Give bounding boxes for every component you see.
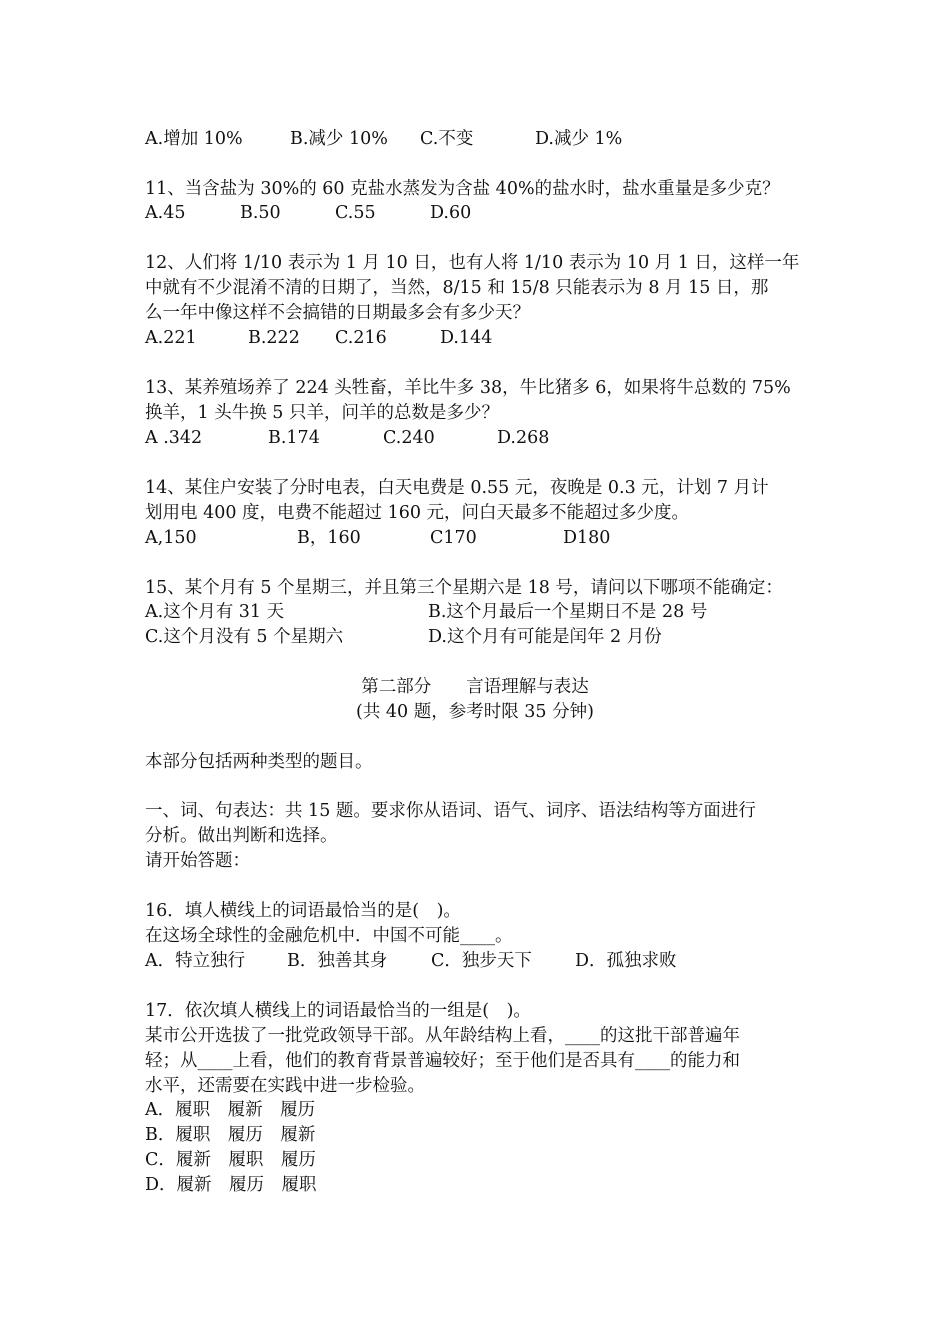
q11-option-a: A.45 (145, 203, 186, 223)
q17-option-d: D．履新 履历 履职 (145, 1175, 317, 1195)
part1-instruction-line: 一、词、句表达：共 15 题。要求你从语词、语气、词序、语法结构等方面进行 (145, 801, 756, 821)
q17-option-a: A．履职 履新 履历 (145, 1100, 316, 1120)
q10-option-a: A.增加 10% (145, 129, 243, 149)
q15-options-row2 (145, 626, 825, 648)
q13-option-d: D.268 (497, 428, 550, 448)
q15-options-row1 (145, 601, 825, 623)
q16-option-c: C．独步天下 (431, 951, 532, 971)
q12-stem-line: 中就有不少混淆不清的日期了，当然，8/15 和 15/8 只能表示为 8 月 15 日，那 (145, 278, 769, 298)
q15-stem: 15、某个月有 5 个星期三，并且第三个星期六是 18 号，请问以下哪项不能确定： (145, 578, 783, 598)
q13-stem-line: 13、某养殖场养了 224 头牲畜，羊比牛多 38，牛比猪多 6，如果将牛总数的 75% (145, 378, 791, 398)
q11-option-b: B.50 (240, 203, 281, 223)
q13-stem-line: 换羊，1 头牛换 5 只羊，问羊的总数是多少？ (145, 403, 499, 423)
q15-option-a: A.这个月有 31 天 (145, 602, 285, 622)
q10-option-b: B.减少 10% (290, 129, 388, 149)
q17-passage-line: 某市公开选拔了一批党政领导干部。从年龄结构上看，____的这批干部普遍年 (145, 1026, 740, 1046)
part1-instruction-line: 请开始答题： (145, 851, 250, 871)
q14-option-b: B，160 (297, 528, 361, 548)
q13-option-a: A .342 (145, 428, 203, 448)
q12-option-a: A.221 (145, 328, 197, 348)
q10-option-d: D.减少 1% (535, 129, 623, 149)
q15-option-b: B.这个月最后一个星期日不是 28 号 (428, 602, 708, 622)
q13-options (145, 427, 825, 449)
q14-options (145, 527, 825, 549)
q15-option-c: C.这个月没有 5 个星期六 (145, 627, 344, 647)
q14-stem-line: 划用电 400 度，电费不能超过 160 元，问白天最多不能超过多少度。 (145, 503, 690, 523)
q13-option-b: B.174 (268, 428, 320, 448)
q12-option-c: C.216 (335, 328, 387, 348)
q11-options (145, 202, 825, 224)
q16-option-b: B．独善其身 (287, 951, 388, 971)
q17-option-b: B．履职 履历 履新 (145, 1125, 316, 1145)
q14-stem-line: 14、某住户安装了分时电表，白天电费是 0.55 元，夜晚是 0.3 元，计划 7 月计 (145, 478, 769, 498)
section-title: 第二部分 言语理解与表达 (361, 677, 589, 697)
q16-options (145, 950, 825, 972)
q11-option-d: D.60 (430, 203, 472, 223)
section-intro: 本部分包括两种类型的题目。 (145, 752, 373, 772)
q12-option-d: D.144 (440, 328, 493, 348)
q12-stem-line: 12、人们将 1/10 表示为 1 月 10 日，也有人将 1/10 表示为 10 月 1 日，这样一年 (145, 253, 800, 273)
q10-options (145, 128, 825, 150)
q17-stem: 17．依次填人横线上的词语最恰当的一组是( )。 (145, 1001, 531, 1021)
q11-stem: 11、当含盐为 30%的 60 克盐水蒸发为含盐 40%的盐水时，盐水重量是多少克？ (145, 179, 780, 199)
q17-option-c: C．履新 履职 履历 (145, 1150, 316, 1170)
q13-option-c: C.240 (383, 428, 435, 448)
q15-option-d: D.这个月有可能是闰年 2 月份 (428, 627, 662, 647)
q16-sentence: 在这场全球性的金融危机中．中国不可能____。 (145, 926, 513, 946)
q17-passage-line: 轻；从____上看，他们的教育背景普遍较好；至于他们是否具有____的能力和 (145, 1051, 740, 1071)
q14-option-c: C170 (430, 528, 477, 548)
part1-instruction-line: 分析。做出判断和选择。 (145, 826, 338, 846)
q12-option-b: B.222 (248, 328, 300, 348)
q16-stem: 16．填人横线上的词语最恰当的是( )。 (145, 901, 461, 921)
q11-option-c: C.55 (335, 203, 376, 223)
q16-option-d: D．孤独求败 (575, 951, 677, 971)
q12-stem-line: 么一年中像这样不会搞错的日期最多会有多少天？ (145, 303, 530, 323)
q14-option-d: D180 (563, 528, 611, 548)
section-subtitle: (共 40 题，参考时限 35 分钟) (356, 702, 594, 722)
q14-option-a: A,150 (145, 528, 197, 548)
q17-passage-line: 水平，还需要在实践中进一步检验。 (145, 1076, 425, 1096)
q10-option-c: C.不变 (420, 129, 474, 149)
q12-options (145, 327, 825, 349)
q16-option-a: A．特立独行 (145, 951, 246, 971)
